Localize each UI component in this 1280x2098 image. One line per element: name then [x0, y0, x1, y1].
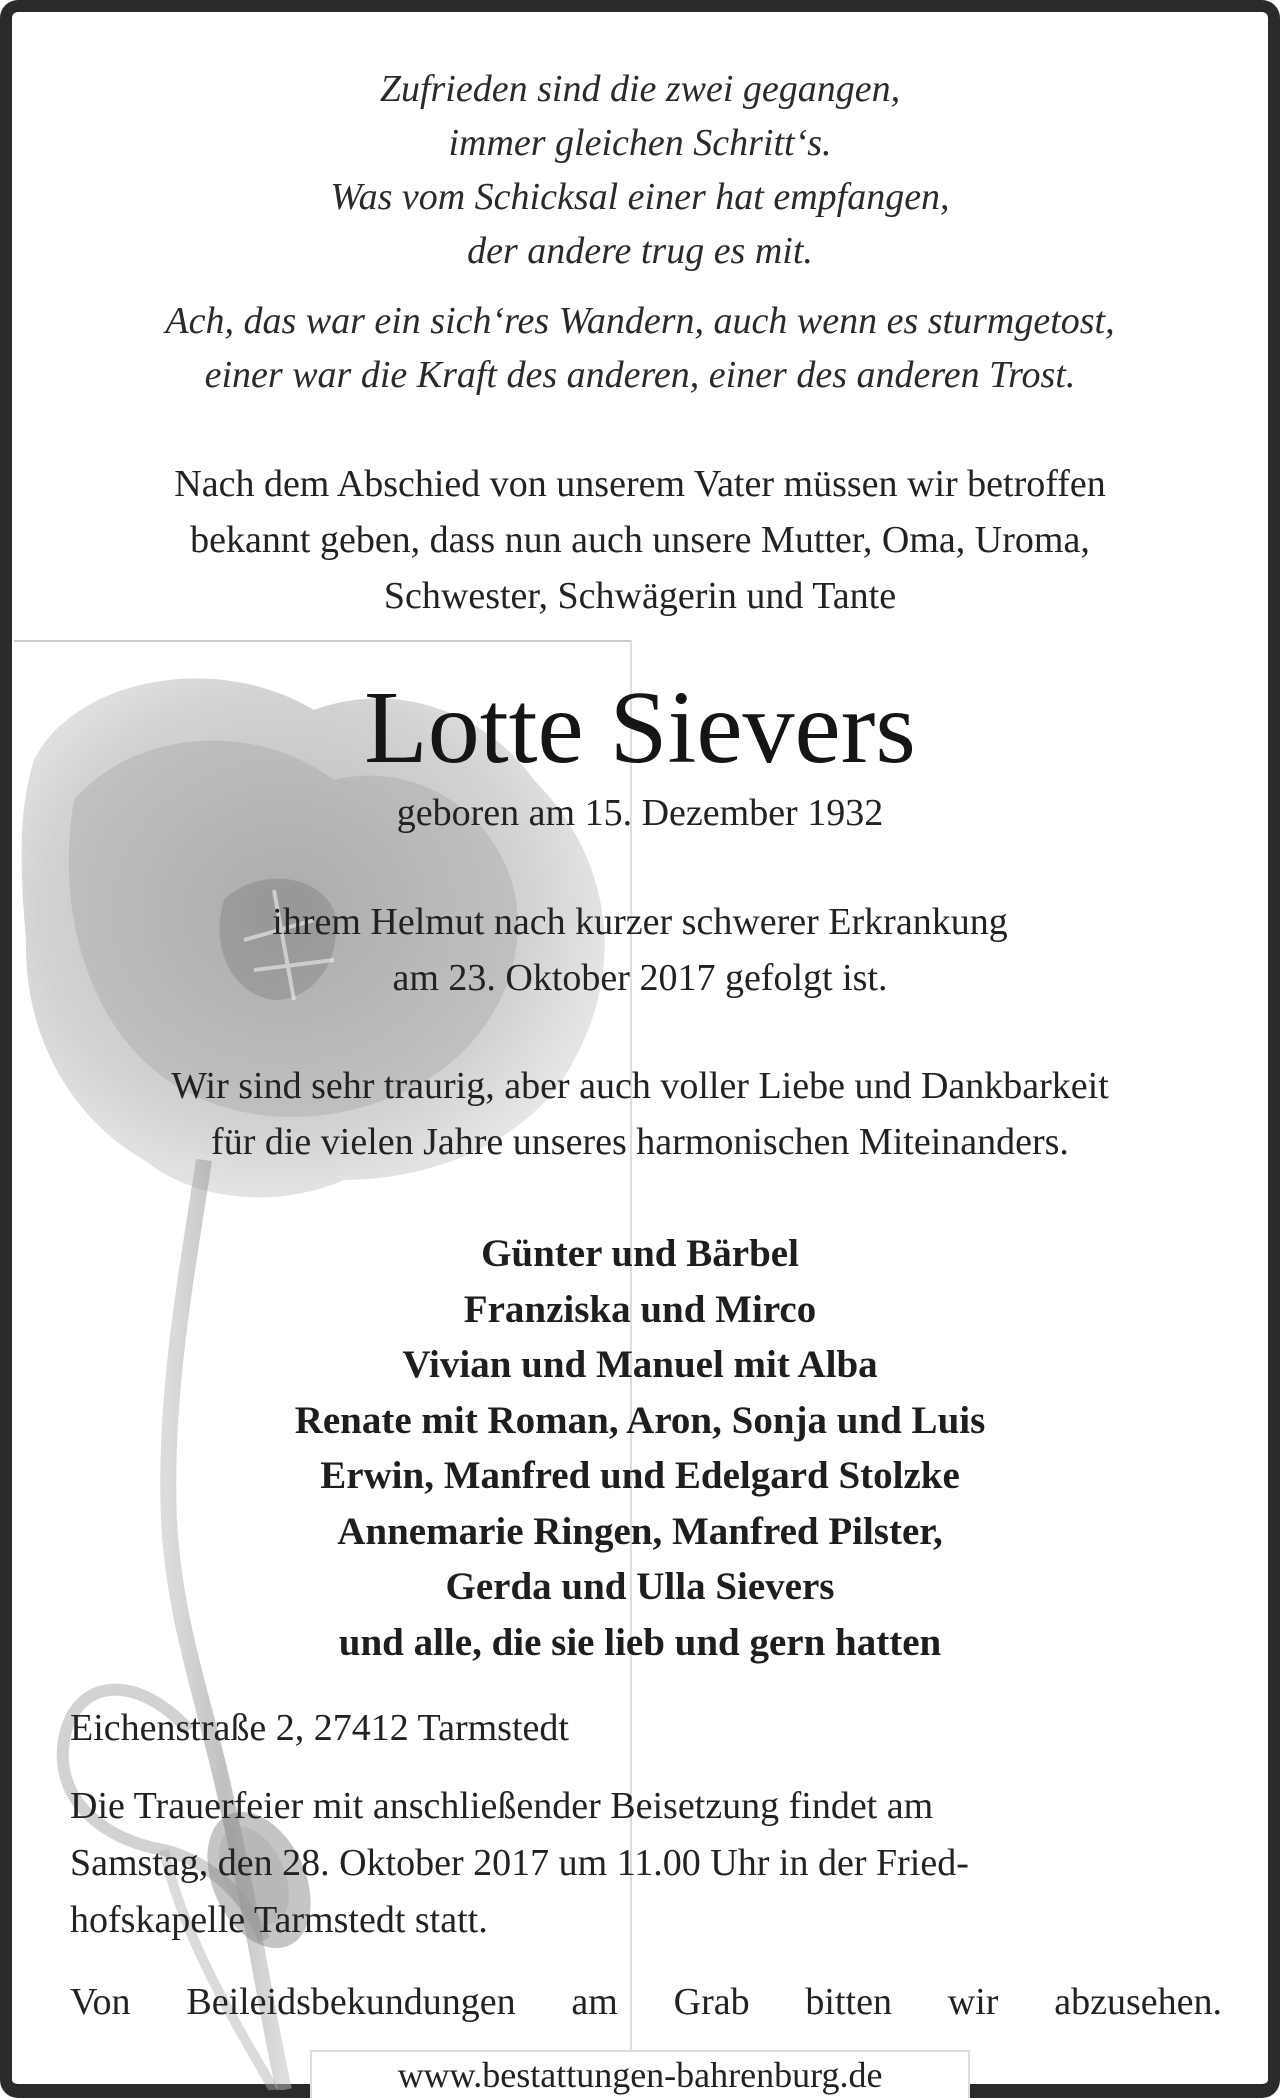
mourner-line: Gerda und Ulla Sievers — [445, 1565, 835, 1608]
gratitude-line: für die vielen Jahre unseres harmonischen Miteinanders. — [211, 1121, 1069, 1163]
mourner-line: Erwin, Manfred und Edelgard Stolzke — [320, 1454, 960, 1497]
funeral-service-info — [70, 1778, 1222, 1949]
intro-line: bekannt geben, dass nun auch unsere Mutter, Oma, Uroma, — [190, 519, 1090, 561]
death-notice-line: am 23. Oktober 2017 gefolgt ist. — [392, 957, 888, 999]
announcement-intro — [60, 456, 1220, 624]
service-line: Samstag, den 28. Oktober 2017 um 11.00 Uhr in der Fried- — [70, 1842, 969, 1884]
poem-stanza-1 — [60, 62, 1220, 278]
mourner-line: Renate mit Roman, Aron, Sonja und Luis — [294, 1398, 986, 1442]
intro-line: Nach dem Abschied von unserem Vater müssen wir betroffen — [174, 463, 1106, 505]
poem-stanza-2 — [60, 294, 1220, 402]
mourner-line: Franziska und Mirco — [463, 1287, 817, 1331]
intro-line: Schwester, Schwägerin und Tante — [383, 575, 897, 617]
deceased-name: Lotte Sievers — [364, 670, 916, 785]
mourner-line: Annemarie Ringen, Manfred Pilster, — [337, 1509, 943, 1553]
mourners-list — [60, 1226, 1220, 1670]
death-notice-line: ihrem Helmut nach kurzer schwerer Erkrankung — [272, 901, 1008, 943]
gratitude-line: Wir sind sehr traurig, aber auch voller Liebe und Dankbarkeit — [171, 1065, 1109, 1107]
poem-line: Was vom Schicksal einer hat empfangen, — [330, 176, 950, 218]
gratitude-text — [60, 1058, 1220, 1170]
condolence-note: Von Beileidsbekundungen am Grab bitten wir abzusehen. — [70, 1981, 1222, 2023]
service-line: hofskapelle Tarmstedt statt. — [70, 1899, 488, 1941]
poem-line: Zufrieden sind die zwei gegangen, — [379, 68, 901, 110]
birth-date: geboren am 15. Dezember 1932 — [396, 792, 884, 834]
mourning-address: Eichenstraße 2, 27412 Tarmstedt — [70, 1707, 569, 1749]
poem-line: Ach, das war ein sich‘res Wandern, auch wenn es sturmgetost, — [165, 300, 1115, 342]
mourner-line: Vivian und Manuel mit Alba — [402, 1343, 878, 1386]
mourner-line: und alle, die sie lieb und gern hatten — [338, 1620, 942, 1664]
poem-line: einer war die Kraft des anderen, einer des anderen Trost. — [204, 354, 1076, 396]
death-notice — [60, 894, 1220, 1006]
mourner-line: Günter und Bärbel — [481, 1232, 799, 1275]
poem-line: der andere trug es mit. — [467, 230, 813, 272]
funeral-home-website[interactable]: www.bestattungen-bahrenburg.de — [310, 2050, 970, 2098]
service-line: Die Trauerfeier mit anschließender Beisetzung findet am — [70, 1785, 934, 1827]
poem-line: immer gleichen Schritt‘s. — [448, 122, 832, 164]
